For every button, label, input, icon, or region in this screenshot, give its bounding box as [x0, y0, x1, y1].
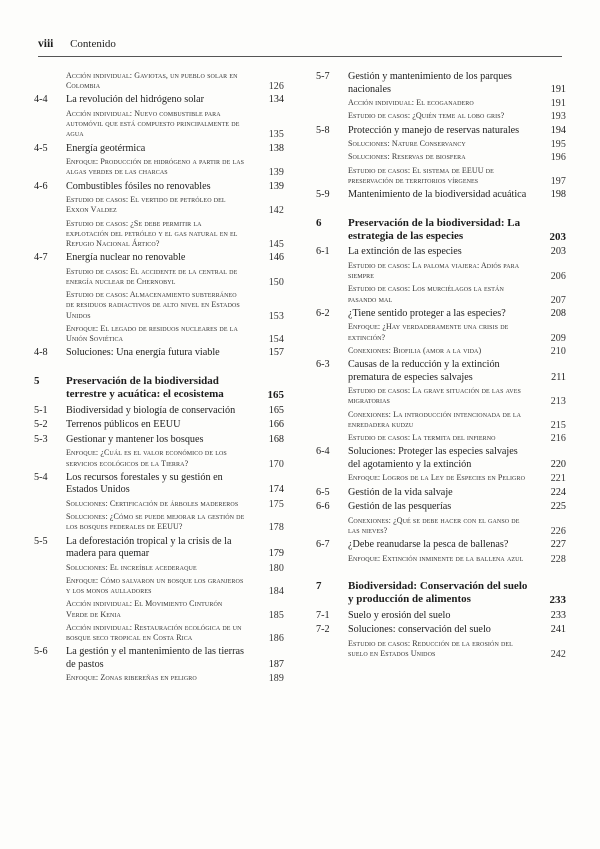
toc-entry-title: Acción individual: Restauración ecológica de un bosque seco tropical en Costa Rica: [66, 622, 242, 643]
toc-entry-title: ¿Tiene sentido proteger a las especies?: [348, 307, 506, 319]
toc-entry-title: Combustibles fósiles no renovables: [66, 180, 211, 192]
toc-subentry: [316, 321, 566, 344]
toc-entry-title: Causas de la reducción y la extinción prematura de especies salvajes: [348, 359, 500, 383]
section-title: Contenido: [70, 38, 116, 50]
toc-subentry: [316, 138, 566, 151]
toc-entry-number: 6-2: [316, 307, 330, 319]
toc-subentry: [316, 151, 566, 164]
toc-entry-title: Enfoque: Zonas ribereñas en peligro: [66, 673, 197, 683]
toc-subentry: [316, 345, 566, 358]
toc-entry: [316, 486, 566, 501]
toc-page-number: 216: [550, 433, 566, 445]
page-number: viii: [38, 38, 54, 50]
toc-page-number: 139: [268, 167, 284, 179]
toc-entry-title: Acción individual: Nuevo combustible para automóvil que está compuesto principalmente de agua: [66, 109, 240, 139]
toc-page-number: 241: [550, 624, 566, 636]
toc-subentry: [34, 511, 284, 534]
toc-page-number: 150: [268, 277, 284, 289]
toc-page-number: 184: [268, 586, 284, 598]
toc-chapter: [316, 216, 566, 246]
toc-page-number: 224: [550, 486, 566, 498]
toc-page-number: 211: [551, 371, 566, 383]
toc-entry-title: Enfoque: ¿Hay verdaderamente una crisis de extinción?: [348, 322, 509, 342]
toc-entry: [34, 404, 284, 419]
toc-entry-number: 5-3: [34, 433, 48, 445]
toc-subentry: [34, 498, 284, 511]
toc-entry-title: Enfoque: Extinción inminente de la ballena azul: [348, 553, 524, 563]
toc-entry-title: Estudio de casos: Reducción de la erosión del suelo en Estados Unidos: [348, 639, 513, 659]
toc-entry-number: 6-1: [316, 246, 330, 258]
toc-subentry: [316, 385, 566, 408]
toc-entry-title: Acción individual: El ecoganadero: [348, 98, 474, 108]
toc-entry-title: Enfoque: ¿Cuál es el valor económico de los servicios ecológicos de la Tierra?: [66, 448, 227, 468]
toc-entry-number: 4-8: [34, 347, 48, 359]
toc-entry: [34, 645, 284, 672]
toc-entry-number: 4-7: [34, 252, 48, 264]
toc-entry-title: Estudio de casos: La paloma viajera: Adiós para siempre: [348, 261, 520, 281]
toc-entry-number: 5-5: [34, 535, 48, 547]
toc-page-number: 165: [267, 389, 284, 402]
toc-page-number: 170: [268, 458, 284, 470]
toc-entry-title: ¿Debe reanudarse la pesca de ballenas?: [348, 539, 509, 551]
toc-page-number: 174: [268, 484, 284, 496]
toc-subentry: [316, 472, 566, 485]
toc-entry: [34, 180, 284, 195]
toc-entry-title: Soluciones: ¿Cómo se puede mejorar la gestión de los bosques federales de EEUU?: [66, 512, 245, 532]
toc-page-number: 153: [268, 310, 284, 322]
toc-page-number: 203: [549, 231, 566, 243]
toc-entry-title: Soluciones: Certificación de árboles madereros: [66, 499, 239, 509]
toc-entry-title: Biodiversidad: Conservación del suelo y producción de alimentos: [348, 580, 528, 606]
toc-page-number: 198: [550, 189, 566, 200]
toc-entry-number: 5-7: [316, 71, 330, 82]
toc-entry-number: 4-4: [34, 94, 48, 106]
toc-entry-number: 6-3: [316, 359, 330, 371]
toc-subentry: [316, 638, 566, 661]
toc-entry: [316, 188, 566, 203]
toc-page-number: 185: [268, 609, 284, 621]
toc-entry-title: Enfoque: Cómo salvaron un bosque los granjeros y los monos aulladores: [66, 576, 244, 596]
toc-page-number: 154: [268, 334, 284, 346]
toc-page-number: 242: [550, 649, 566, 661]
toc-entry-title: Conexiones: ¿Qué se debe hacer con el ganso de las nieves?: [348, 515, 520, 535]
toc-entry: [316, 445, 566, 472]
toc-subentry: [316, 553, 566, 566]
toc-entry-number: 6-6: [316, 501, 330, 513]
toc-entry-title: Preservación de la biodiversidad: La estrategia de las especies: [348, 216, 521, 242]
toc-page-number: 135: [268, 129, 284, 141]
toc-page-number: 228: [550, 553, 566, 565]
toc-entry-title: Enfoque: Logros de la Ley de Especies en Peligro: [348, 473, 526, 483]
toc-entry: [316, 500, 566, 515]
toc-page-number: 207: [550, 294, 566, 306]
toc-entry-number: 5-4: [34, 471, 48, 483]
toc-entry-title: Estudio de casos: La termita del infierno: [348, 433, 496, 443]
toc-page-number: 213: [550, 396, 566, 408]
toc-entry-title: La gestión y el mantenimiento de las tierras de pastos: [66, 646, 244, 670]
toc-entry-title: Soluciones: Reservas de biosfera: [348, 152, 466, 162]
toc-page-number: 157: [268, 347, 284, 359]
toc-entry-title: Enfoque: Producción de hidrógeno a partir de las algas verdes de las charcas: [66, 157, 245, 177]
toc-entry-title: Estudio de casos: El vertido de petróleo del Exxon Valdez: [66, 195, 226, 215]
toc-entry-number: 7-1: [316, 609, 330, 621]
toc-entry-title: Estudio de casos: El sistema de EEUU de preservación de territorios vírgenes: [348, 165, 494, 185]
toc-column-right: [316, 70, 566, 661]
toc-page-number: 196: [550, 152, 566, 164]
toc-entry-number: 5-6: [34, 646, 48, 658]
toc-page-number: 191: [550, 83, 566, 95]
toc-entry-title: Conexiones: La introducción intencionada de la enredadera kudzu: [348, 409, 522, 429]
toc-subentry: [34, 598, 284, 621]
toc-page-number: 146: [268, 252, 284, 264]
toc-page-number: 206: [550, 271, 566, 283]
toc-entry-title: Preservación de la biodiversidad terrestre y acuática: el ecosistema: [66, 374, 224, 401]
toc-subentry: [34, 108, 284, 142]
toc-entry-number: 5-1: [34, 404, 48, 416]
toc-entry-number: 6: [316, 216, 322, 229]
toc-entry-title: Soluciones: Nature Conservancy: [348, 139, 466, 149]
toc-entry-title: La deforestación tropical y la crisis de la madera para quemar: [66, 535, 232, 560]
toc-subentry: [34, 323, 284, 346]
toc-page-number: 179: [268, 548, 284, 560]
toc-subentry: [316, 409, 566, 432]
toc-page-number: 209: [550, 332, 566, 344]
toc-entry-number: 6-5: [316, 486, 330, 498]
toc-page-number: 221: [550, 473, 566, 485]
toc-entry-number: 5-8: [316, 124, 330, 136]
toc-subentry: [316, 283, 566, 306]
toc-entry-title: Soluciones: Proteger las especies salvajes del agotamiento y la extinción: [348, 446, 518, 470]
toc-page-number: 194: [550, 124, 566, 136]
toc-subentry: [316, 260, 566, 283]
toc-entry-title: Biodiversidad y biología de conservación: [66, 404, 236, 416]
toc-entry-title: Estudio de casos: El accidente de la central de energía nuclear de Chernobyl: [66, 266, 238, 287]
toc-entry-number: 4-5: [34, 142, 48, 154]
toc-entry-number: 4-6: [34, 180, 48, 192]
toc-page-number: 220: [550, 458, 566, 470]
toc-page-number: 168: [268, 433, 284, 445]
toc-entry-number: 6-7: [316, 539, 330, 551]
toc-page-number: 175: [268, 499, 284, 511]
toc-page-number: 215: [550, 419, 566, 431]
toc-entry-number: 5-9: [316, 189, 330, 200]
toc-page-number: 138: [268, 142, 284, 154]
toc-page-number: 191: [550, 98, 566, 110]
toc-entry-title: Estudio de casos: ¿Se debe permitir la explotación del petróleo y el gas natural en el Refugio Nacional Ártico?: [66, 218, 238, 249]
toc-subentry: [316, 110, 566, 123]
toc-entry-title: Acción individual: Gaviotas, un pueblo solar en Colombia: [66, 71, 238, 91]
toc-subentry: [316, 165, 566, 188]
toc-page-number: 166: [268, 419, 284, 431]
toc-page-number: 134: [268, 94, 284, 106]
toc-entry: [34, 251, 284, 266]
toc-chapter: [34, 374, 284, 404]
toc-subentry: [34, 218, 284, 252]
toc-entry-title: Soluciones: El increíble acederaque: [66, 562, 197, 572]
toc-entry-title: Soluciones: Una energía futura viable: [66, 347, 220, 359]
toc-entry-title: Gestionar y mantener los bosques: [66, 433, 204, 445]
toc-entry: [316, 609, 566, 624]
toc-entry-title: La revolución del hidrógeno solar: [66, 94, 205, 106]
toc-page-number: 227: [550, 539, 566, 551]
toc-chapter: [316, 579, 566, 609]
toc-entry-number: 6-4: [316, 446, 330, 458]
toc-subentry: [34, 156, 284, 179]
header-rule: [38, 56, 562, 57]
toc-entry-title: Estudio de casos: ¿Quién teme al lobo gris?: [348, 111, 505, 121]
toc-subentry: [34, 672, 284, 685]
toc-page-number: 142: [268, 205, 284, 217]
toc-subentry: [34, 266, 284, 289]
toc-entry-title: Gestión de las pesquerías: [348, 501, 452, 513]
toc-entry: [316, 358, 566, 385]
toc-entry: [316, 623, 566, 638]
toc-page-number: 233: [549, 594, 566, 607]
toc-subentry: [34, 194, 284, 217]
toc-entry-title: Estudio de casos: Almacenamiento subterráneo de residuos radiactivos de alto nivel en Estados Unidos: [66, 290, 240, 320]
toc-entry-title: Mantenimiento de la biodiversidad acuática: [348, 189, 527, 200]
toc-subentry: [34, 289, 284, 323]
toc-page-number: 203: [550, 246, 566, 258]
toc-entry: [316, 538, 566, 553]
toc-entry-title: Conexiones: Biofilia (amor a la vida): [348, 345, 482, 355]
toc-entry: [34, 433, 284, 448]
toc-page-number: 195: [550, 139, 566, 151]
toc-subentry: [316, 432, 566, 445]
toc-subentry: [316, 97, 566, 110]
toc-subentry: [316, 515, 566, 538]
toc-entry: [316, 70, 566, 97]
toc-subentry: [34, 70, 284, 93]
toc-page-number: 189: [268, 673, 284, 685]
toc-entry-title: Estudio de casos: La grave situación de las aves migratorias: [348, 386, 521, 406]
toc-entry: [316, 307, 566, 322]
toc-page-number: 226: [550, 526, 566, 537]
toc-page-number: 233: [550, 609, 566, 621]
toc-page-number: 193: [550, 111, 566, 123]
toc-page-number: 208: [550, 307, 566, 319]
toc-entry: [316, 124, 566, 139]
toc-page-number: 210: [550, 345, 566, 357]
toc-page-number: 139: [268, 180, 284, 192]
toc-page-number: 165: [268, 404, 284, 416]
toc-entry-number: 7-2: [316, 624, 330, 636]
toc-page-number: 145: [268, 239, 284, 251]
toc-entry: [34, 93, 284, 108]
toc-entry: [316, 245, 566, 260]
toc-page-number: 180: [268, 562, 284, 574]
toc-entry-title: Los recursos forestales y su gestión en Estados Unidos: [66, 471, 223, 496]
toc-subentry: [34, 447, 284, 470]
toc-entry-number: 7: [316, 580, 322, 592]
toc-entry: [34, 471, 284, 498]
toc-entry-title: Terrenos públicos en EEUU: [66, 419, 181, 431]
toc-entry-title: Acción individual: El Movimiento Cinturón Verde de Kenia: [66, 599, 223, 619]
toc-entry: [34, 418, 284, 433]
toc-entry-title: Suelo y erosión del suelo: [348, 609, 451, 621]
toc-entry-number: 5-2: [34, 419, 48, 431]
toc-entry-title: Energía nuclear no renovable: [66, 252, 186, 264]
running-header: [38, 38, 562, 54]
toc-entry: [34, 142, 284, 157]
toc-subentry: [34, 575, 284, 598]
toc-entry-title: Gestión y mantenimiento de los parques nacionales: [348, 71, 512, 95]
toc-entry-title: Enfoque: El legado de residuos nucleares de la Unión Soviética: [66, 323, 238, 344]
toc-page-number: 178: [268, 522, 284, 534]
toc-entry: [34, 535, 284, 562]
toc-entry-title: La extinción de las especies: [348, 246, 462, 258]
toc-subentry: [34, 622, 284, 645]
toc-page-number: 197: [550, 175, 566, 187]
toc-entry-title: Protección y manejo de reservas naturales: [348, 124, 520, 136]
toc-column-left: [34, 70, 284, 686]
toc-entry: [34, 346, 284, 361]
toc-entry-title: Gestión de la vida salvaje: [348, 486, 453, 498]
toc-entry-title: Soluciones: conservación del suelo: [348, 624, 491, 636]
toc-entry-number: 5: [34, 374, 40, 387]
toc-page-number: 225: [550, 501, 566, 513]
toc-subentry: [34, 562, 284, 575]
toc-entry-title: Energía geotérmica: [66, 142, 146, 154]
toc-page-number: 126: [268, 81, 284, 93]
toc-entry-title: Estudio de casos: Los murciélagos la están pasando mal: [348, 284, 504, 304]
toc-page-number: 187: [268, 658, 284, 670]
toc-page-number: 186: [268, 633, 284, 645]
